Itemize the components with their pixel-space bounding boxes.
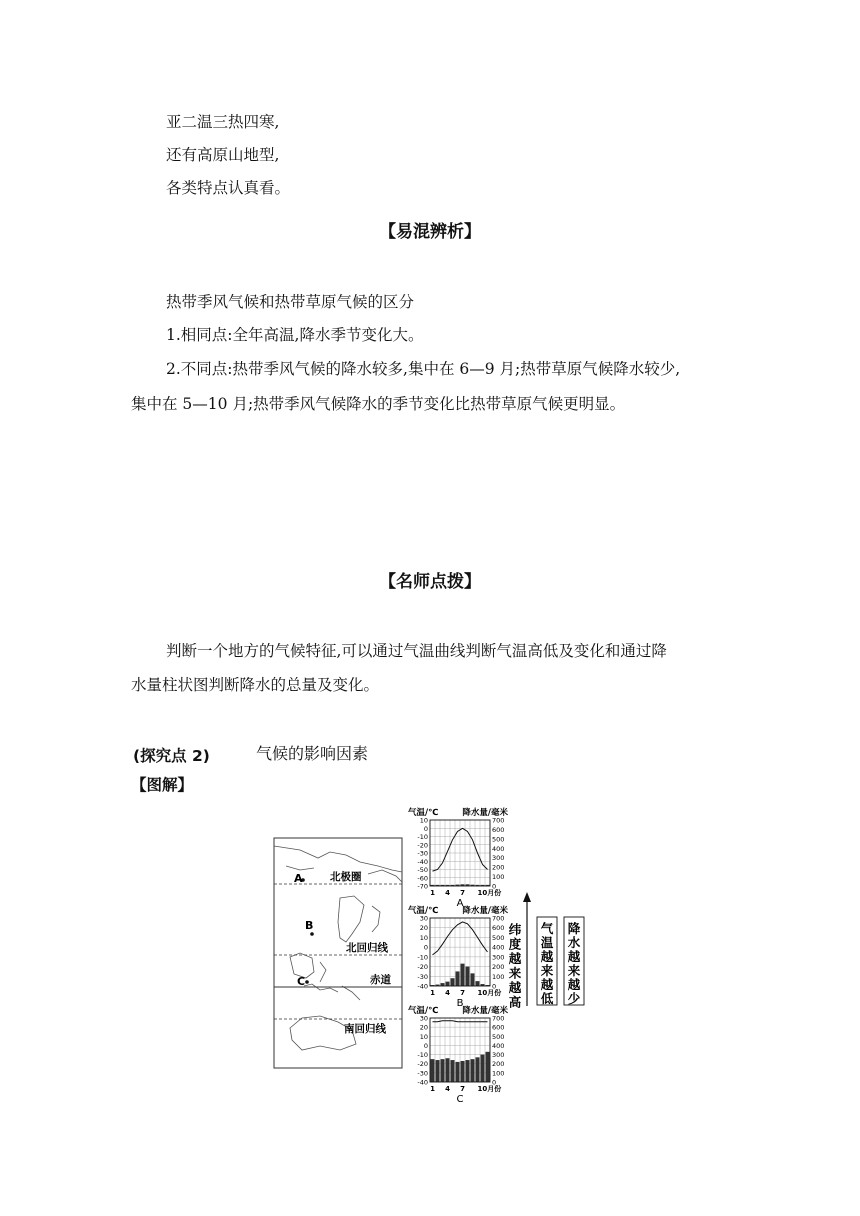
chart-a-precip-tick: 0: [492, 882, 497, 891]
point-b-dot: [310, 932, 314, 936]
mnemonic-line-3: 各类特点认真看。: [166, 179, 291, 197]
chart-b-precip-axis-title: 降水量/毫米: [462, 906, 508, 916]
chart-a-letter: A: [456, 898, 464, 909]
chart-c-precip-tick: 200: [492, 1060, 505, 1069]
map-label-equator: 赤道: [370, 974, 391, 986]
chart-b-precip-tick: 700: [492, 914, 505, 923]
chart-a-x-tick: 10月份: [477, 889, 502, 897]
chart-a-temp-tick: -70: [417, 882, 428, 891]
chart-b-precip-tick: 400: [492, 943, 505, 952]
trend-arrow-head: [523, 892, 531, 902]
chart-a-temp-tick: 10: [419, 816, 428, 825]
confusion-intro: 热带季风气候和热带草原气候的区分: [166, 293, 415, 311]
chart-a-x-tick: 4: [445, 889, 450, 897]
chart-b-precip-tick: 0: [492, 982, 497, 991]
chart-c-precip-tick: 500: [492, 1032, 505, 1041]
chart-c-precip-tick: 100: [492, 1069, 505, 1078]
chart-b-precip-bar: [461, 964, 465, 986]
map-label-tropic-capricorn: 南回归线: [344, 1023, 386, 1035]
chart-b-precip-bar: [451, 978, 455, 986]
chart-c-precip-tick: 0: [492, 1078, 497, 1087]
trend-latitude-char: 度: [508, 936, 522, 952]
diagram-label: 【图解】: [131, 776, 194, 794]
teacher-heading: 【名师点拨】: [379, 572, 481, 592]
trend-latitude-char: 来: [508, 965, 522, 981]
trend-latitude-char: 越: [508, 980, 522, 995]
explore-title: 气候的影响因素: [256, 744, 369, 763]
chart-b-temp-tick: -30: [417, 972, 428, 981]
trend-temp-char: 越: [540, 977, 554, 992]
chart-b-temp-tick: -20: [417, 963, 428, 972]
chart-a-temp-tick: -30: [417, 849, 428, 858]
trend-temp-char: 越: [540, 949, 554, 964]
chart-c-x-tick: 10月份: [477, 1085, 502, 1093]
chart-c-precip-bar: [476, 1057, 480, 1082]
chart-b-temp-tick: -10: [417, 953, 428, 962]
trend-precip-char: 越: [567, 949, 581, 964]
trend-precip-char: 降: [567, 921, 581, 936]
chart-c-letter: C: [456, 1094, 464, 1105]
trend-text: [509, 921, 581, 1010]
chart-c-precip-tick: 700: [492, 1014, 505, 1023]
chart-a-temp-tick: 0: [423, 824, 428, 833]
chart-b-temp-tick: 0: [423, 943, 428, 952]
chart-b-x-tick: 7: [460, 989, 465, 997]
chart-b-letter: B: [456, 998, 464, 1009]
chart-b-precip-bar: [446, 982, 450, 986]
confusion-point-1: 1.相同点:全年高温,降水季节变化大。: [166, 326, 424, 344]
trend-precip-char: 越: [567, 977, 581, 992]
trend-latitude-char: 纬: [508, 922, 522, 937]
chart-c-temp-axis-title: 气温/℃: [408, 1006, 439, 1016]
chart-c-x-tick: 4: [445, 1085, 450, 1093]
chart-b-precip-tick: 300: [492, 953, 505, 962]
chart-b-precip-tick: 200: [492, 963, 505, 972]
chart-b-precip-bar: [476, 981, 480, 986]
chart-b-temp-tick: 30: [419, 914, 428, 923]
chart-c-precip-bar: [461, 1061, 465, 1082]
chart-a-precip-tick: 300: [492, 854, 505, 863]
climate-charts: [408, 807, 508, 1105]
chart-a-precip-tick: 500: [492, 835, 505, 844]
confusion-point-2a: 2.不同点:热带季风气候的降水较多,集中在 6—9 月;热带草原气候降水较少,: [166, 360, 681, 378]
chart-a-precip-tick: 700: [492, 816, 505, 825]
chart-b-precip-tick: 100: [492, 972, 505, 981]
chart-a-temp-tick: -40: [417, 857, 428, 866]
trend-precip-char: 来: [567, 963, 581, 978]
chart-c-x-tick: 1: [430, 1085, 435, 1093]
chart-c-precip-bar: [451, 1060, 455, 1082]
chart-a-temp-axis-title: 气温/℃: [408, 808, 439, 818]
explore-label: (探究点 2): [133, 747, 210, 765]
chart-c-precip-tick: 300: [492, 1051, 505, 1060]
trend-precip-char: 水: [567, 935, 581, 950]
chart-a-temp-tick: -60: [417, 874, 428, 883]
trend-latitude-char: 越: [508, 951, 522, 966]
chart-b-precip-tick: 600: [492, 924, 505, 933]
chart-a-x-tick: 7: [460, 889, 465, 897]
chart-c-temp-tick: 20: [419, 1023, 428, 1032]
chart-c-precip-bar: [471, 1059, 475, 1082]
trend-precip-char: 少: [567, 991, 581, 1006]
point-c-dot: [305, 980, 309, 984]
point-c-label: C: [297, 975, 306, 988]
map-label-tropic-cancer: 北回归线: [346, 942, 388, 954]
teacher-paragraph-b: 水量柱状图判断降水的总量及变化。: [131, 676, 380, 694]
chart-c-x-tick: 7: [460, 1085, 465, 1093]
chart-b-precip-bar: [471, 973, 475, 986]
chart-a-precip-tick: 600: [492, 825, 505, 834]
mnemonic-line-2: 还有高原山地型,: [166, 146, 280, 164]
chart-c-precip-bar: [446, 1058, 450, 1082]
trend-temp-char: 温: [540, 935, 554, 950]
chart-c-temp-tick: -20: [417, 1060, 428, 1069]
chart-c-temp-tick: -40: [417, 1078, 428, 1087]
chart-b-precip-bar: [466, 967, 470, 986]
chart-c-precip-bar: [466, 1060, 470, 1082]
chart-c-precip-tick: 400: [492, 1041, 505, 1050]
chart-c-precip-tick: 600: [492, 1023, 505, 1032]
chart-a-precip-tick: 100: [492, 873, 505, 882]
chart-b-x-tick: 4: [445, 989, 450, 997]
point-b-label: B: [305, 919, 314, 932]
chart-c-temp-tick: 10: [419, 1032, 428, 1041]
chart-c-temp-tick: -30: [417, 1069, 428, 1078]
mnemonic-line-1: 亚二温三热四寒,: [166, 113, 280, 131]
chart-a-precip-tick: 200: [492, 863, 505, 872]
chart-c-precip-bar: [481, 1055, 485, 1082]
chart-a-x-tick: 1: [430, 889, 435, 897]
chart-c-precip-axis-title: 降水量/毫米: [462, 1006, 508, 1016]
chart-b-precip-bar: [456, 971, 460, 986]
chart-a-temp-tick: -50: [417, 866, 428, 874]
chart-c-temp-tick: 30: [419, 1014, 428, 1023]
chart-c-precip-bar: [431, 1059, 435, 1082]
chart-a-precip-tick: 400: [492, 844, 505, 853]
chart-c-temp-tick: 0: [423, 1041, 428, 1050]
chart-c-precip-bar: [436, 1060, 440, 1082]
chart-b-x-tick: 10月份: [477, 989, 502, 997]
teacher-paragraph-a: 判断一个地方的气候特征,可以通过气温曲线判断气温高低及变化和通过降: [166, 642, 667, 660]
chart-b-precip-tick: 500: [492, 933, 505, 942]
chart-b-temp-tick: 20: [419, 924, 428, 933]
chart-b-x-tick: 1: [430, 989, 435, 997]
confusion-heading: 【易混辨析】: [379, 222, 481, 242]
chart-a-temp-tick: -10: [417, 833, 428, 841]
chart-c-precip-bar: [486, 1052, 490, 1082]
chart-b-temp-tick: -40: [417, 982, 428, 991]
chart-c-temp-tick: -10: [417, 1051, 428, 1060]
trend-temp-char: 来: [540, 963, 554, 978]
trend-latitude-char: 高: [508, 994, 522, 1010]
point-a-label: A: [294, 872, 303, 885]
trend-temp-char: 气: [540, 921, 554, 936]
chart-c-precip-bar: [441, 1059, 445, 1082]
trend-temp-char: 低: [540, 991, 554, 1006]
chart-a-precip-axis-title: 降水量/毫米: [462, 808, 508, 818]
map-label-arctic: 北极圈: [330, 871, 362, 883]
world-map: [274, 838, 402, 1068]
confusion-point-2b: 集中在 5—10 月;热带季风气候降水的季节变化比热带草原气候更明显。: [131, 395, 626, 413]
chart-a-temp-tick: -20: [417, 841, 428, 850]
chart-b-temp-tick: 10: [419, 933, 428, 942]
chart-b-temp-axis-title: 气温/℃: [408, 906, 439, 916]
chart-c-precip-bar: [456, 1062, 460, 1082]
